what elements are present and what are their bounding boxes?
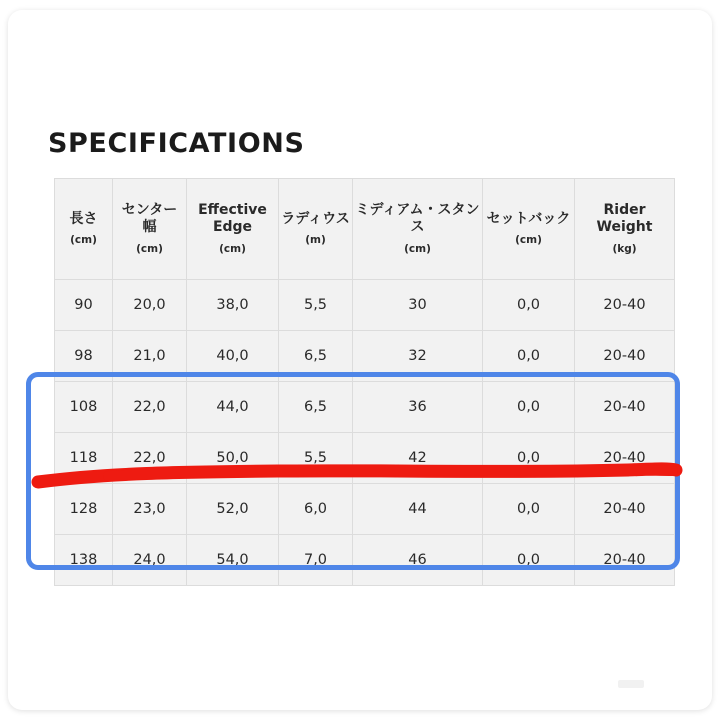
cell-radius: 5,5 <box>279 433 353 484</box>
cell-effective-edge: 54,0 <box>187 535 279 586</box>
cell-rider-weight: 20-40 <box>575 382 675 433</box>
cell-radius: 6,5 <box>279 331 353 382</box>
column-header-label: Rider Weight <box>596 201 653 236</box>
column-header-setback <box>483 179 575 280</box>
footer-mark <box>618 680 644 688</box>
table-row <box>55 535 675 586</box>
cell-radius: 7,0 <box>279 535 353 586</box>
cell-waist-width: 24,0 <box>113 535 187 586</box>
cell-setback: 0,0 <box>483 280 575 331</box>
cell-setback: 0,0 <box>483 331 575 382</box>
column-header-unit: (cm) <box>219 242 246 255</box>
cell-effective-edge: 38,0 <box>187 280 279 331</box>
cell-waist-width: 22,0 <box>113 433 187 484</box>
cell-medium-stance: 46 <box>353 535 483 586</box>
cell-length: 138 <box>55 535 113 586</box>
cell-medium-stance: 42 <box>353 433 483 484</box>
column-header-unit: (cm) <box>515 234 542 247</box>
cell-medium-stance: 36 <box>353 382 483 433</box>
cell-medium-stance: 30 <box>353 280 483 331</box>
cell-rider-weight: 20-40 <box>575 280 675 331</box>
column-header-unit: (cm) <box>136 242 163 255</box>
cell-radius: 5,5 <box>279 280 353 331</box>
column-header-length <box>55 179 113 280</box>
cell-setback: 0,0 <box>483 484 575 535</box>
table-body <box>55 280 675 586</box>
cell-rider-weight: 20-40 <box>575 535 675 586</box>
page-title: SPECIFICATIONS <box>48 128 305 159</box>
column-header-waist-width <box>113 179 187 280</box>
column-header-unit: (cm) <box>404 242 431 255</box>
column-header-medium-stance <box>353 179 483 280</box>
cell-medium-stance: 32 <box>353 331 483 382</box>
column-header-unit: (cm) <box>70 234 97 247</box>
table-row <box>55 331 675 382</box>
spec-card <box>8 10 712 710</box>
table-row <box>55 382 675 433</box>
column-header-effective-edge <box>187 179 279 280</box>
table-header <box>55 179 675 280</box>
table-row <box>55 484 675 535</box>
cell-effective-edge: 52,0 <box>187 484 279 535</box>
cell-radius: 6,5 <box>279 382 353 433</box>
cell-waist-width: 21,0 <box>113 331 187 382</box>
column-header-label: Effective Edge <box>198 201 267 236</box>
cell-waist-width: 22,0 <box>113 382 187 433</box>
column-header-radius <box>279 179 353 280</box>
cell-medium-stance: 44 <box>353 484 483 535</box>
table-row <box>55 280 675 331</box>
table-row <box>55 433 675 484</box>
column-header-label: ミディアム・スタンス <box>355 201 480 236</box>
column-header-unit: (kg) <box>612 242 637 255</box>
cell-setback: 0,0 <box>483 382 575 433</box>
cell-radius: 6,0 <box>279 484 353 535</box>
cell-rider-weight: 20-40 <box>575 331 675 382</box>
cell-length: 98 <box>55 331 113 382</box>
column-header-label: 長さ <box>69 210 98 227</box>
column-header-label: セットバック <box>486 210 571 227</box>
cell-setback: 0,0 <box>483 433 575 484</box>
column-header-unit: (m) <box>305 234 326 247</box>
cell-waist-width: 20,0 <box>113 280 187 331</box>
cell-length: 108 <box>55 382 113 433</box>
cell-rider-weight: 20-40 <box>575 433 675 484</box>
cell-length: 128 <box>55 484 113 535</box>
cell-effective-edge: 50,0 <box>187 433 279 484</box>
table-header-row <box>55 179 675 280</box>
column-header-rider-weight <box>575 179 675 280</box>
cell-length: 118 <box>55 433 113 484</box>
cell-effective-edge: 40,0 <box>187 331 279 382</box>
cell-rider-weight: 20-40 <box>575 484 675 535</box>
cell-length: 90 <box>55 280 113 331</box>
specifications-table <box>54 178 675 586</box>
cell-setback: 0,0 <box>483 535 575 586</box>
cell-waist-width: 23,0 <box>113 484 187 535</box>
column-header-label: センター幅 <box>121 201 178 236</box>
cell-effective-edge: 44,0 <box>187 382 279 433</box>
column-header-label: ラディウス <box>281 210 350 227</box>
